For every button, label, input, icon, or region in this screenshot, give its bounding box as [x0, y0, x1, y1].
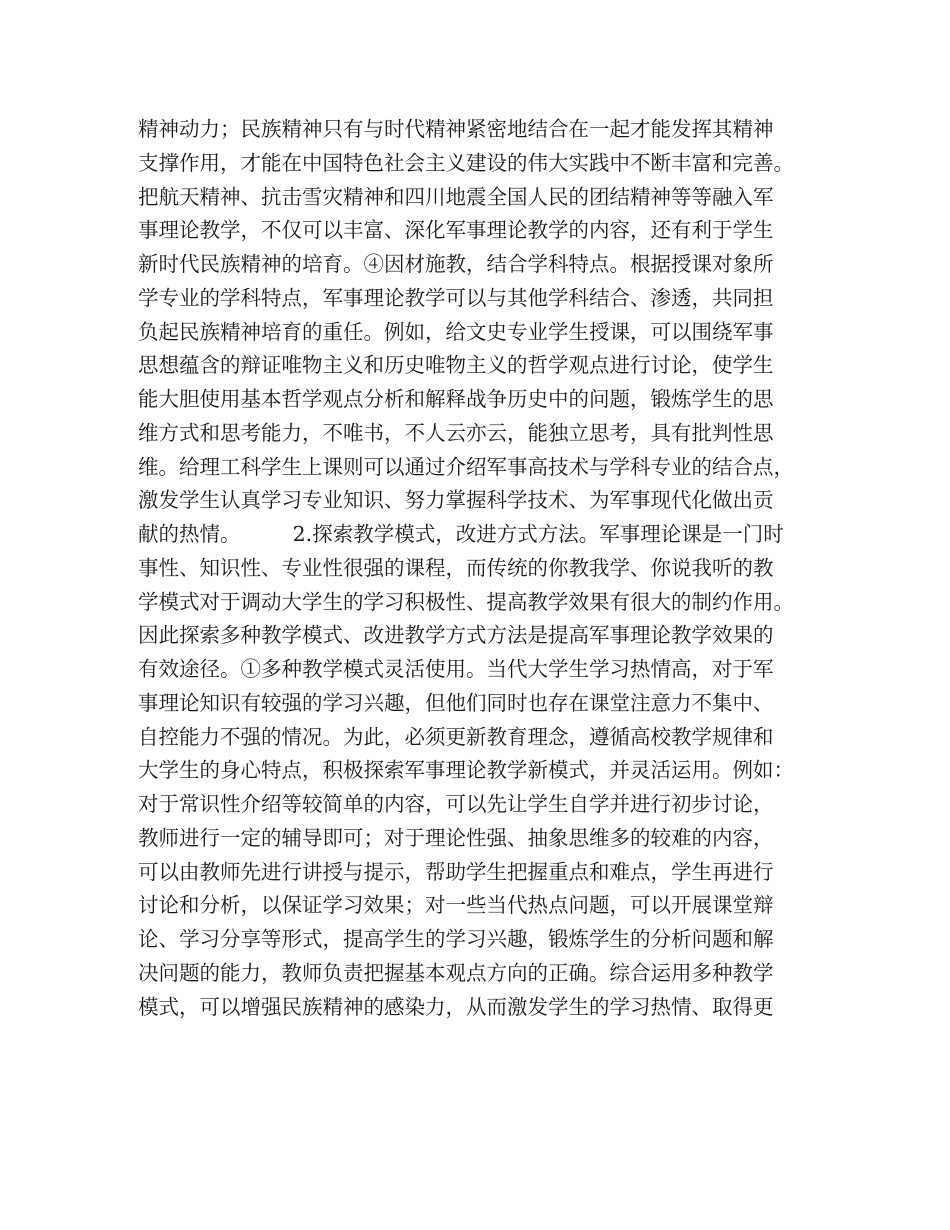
text-line: 新时代民族精神的培育。④因材施教，结合学科特点。根据授课对象所	[138, 252, 774, 276]
text-line: 维。给理工科学生上课则可以通过介绍军事高技术与学科专业的结合点，	[138, 454, 794, 479]
text-line: 因此探索多种教学模式、改进教学方式方法是提高军事理论教学效果的	[138, 623, 774, 648]
text-line: 教师进行一定的辅导即可；对于理论性强、抽象思维多的较难的内容，	[138, 825, 774, 850]
text-line: 献的热情。 2.探索教学模式，改进方式方法。军事理论课是一门时	[138, 522, 784, 546]
text-line: 学模式对于调动大学生的学习积极性、提高教学效果有很大的制约作用。	[138, 589, 794, 614]
text-line: 激发学生认真学习专业知识、努力掌握科学技术、为军事现代化做出贡	[138, 488, 774, 513]
text-line: 能大胆使用基本哲学观点分析和解释战争历史中的问题，锻炼学生的思	[138, 387, 774, 411]
text-line: 把航天精神、抗击雪灾精神和四川地震全国人民的团结精神等等融入军	[138, 184, 774, 209]
text-line: 有效途径。①多种教学模式灵活使用。当代大学生学习热情高，对于军	[138, 657, 774, 681]
text-line: 事性、知识性、专业性很强的课程，而传统的你教我学、你说我听的教	[138, 555, 774, 580]
text-line: 可以由教师先进行讲授与提示，帮助学生把握重点和难点，学生再进行	[138, 859, 774, 884]
text-line: 对于常识性介绍等较简单的内容，可以先让学生自学并进行初步讨论，	[138, 792, 774, 816]
text-line: 大学生的身心特点，积极探索军事理论教学新模式，并灵活运用。例如：	[138, 758, 794, 783]
text-line: 维方式和思考能力，不唯书，不人云亦云，能独立思考，具有批判性思	[138, 420, 774, 445]
text-line: 思想蕴含的辩证唯物主义和历史唯物主义的哲学观点进行讨论，使学生	[138, 353, 774, 378]
text-line: 论、学习分享等形式，提高学生的学习兴趣，锻炼学生的分析问题和解	[138, 927, 774, 951]
text-line: 学专业的学科特点，军事理论教学可以与其他学科结合、渗透，共同担	[138, 285, 774, 310]
text-line: 讨论和分析，以保证学习效果；对一些当代热点问题，可以开展课堂辩	[138, 893, 774, 918]
text-line: 事理论教学，不仅可以丰富、深化军事理论教学的内容，还有利于学生	[138, 218, 774, 243]
text-line: 精神动力；民族精神只有与时代精神紧密地结合在一起才能发挥其精神	[138, 117, 774, 141]
text-line: 事理论知识有较强的学习兴趣，但他们同时也存在课堂注意力不集中、	[138, 690, 774, 715]
text-line: 决问题的能力，教师负责把握基本观点方向的正确。综合运用多种教学	[138, 960, 774, 985]
text-line: 支撑作用，才能在中国特色社会主义建设的伟大实践中不断丰富和完善。	[138, 150, 794, 175]
text-line: 负起民族精神培育的重任。例如，给文史专业学生授课，可以围绕军事	[138, 319, 774, 344]
body-text	[138, 113, 828, 1024]
text-line: 自控能力不强的情况。为此，必须更新教育理念，遵循高校教学规律和	[138, 724, 774, 749]
text-line: 模式，可以增强民族精神的感染力，从而激发学生的学习热情、取得更	[138, 994, 774, 1019]
